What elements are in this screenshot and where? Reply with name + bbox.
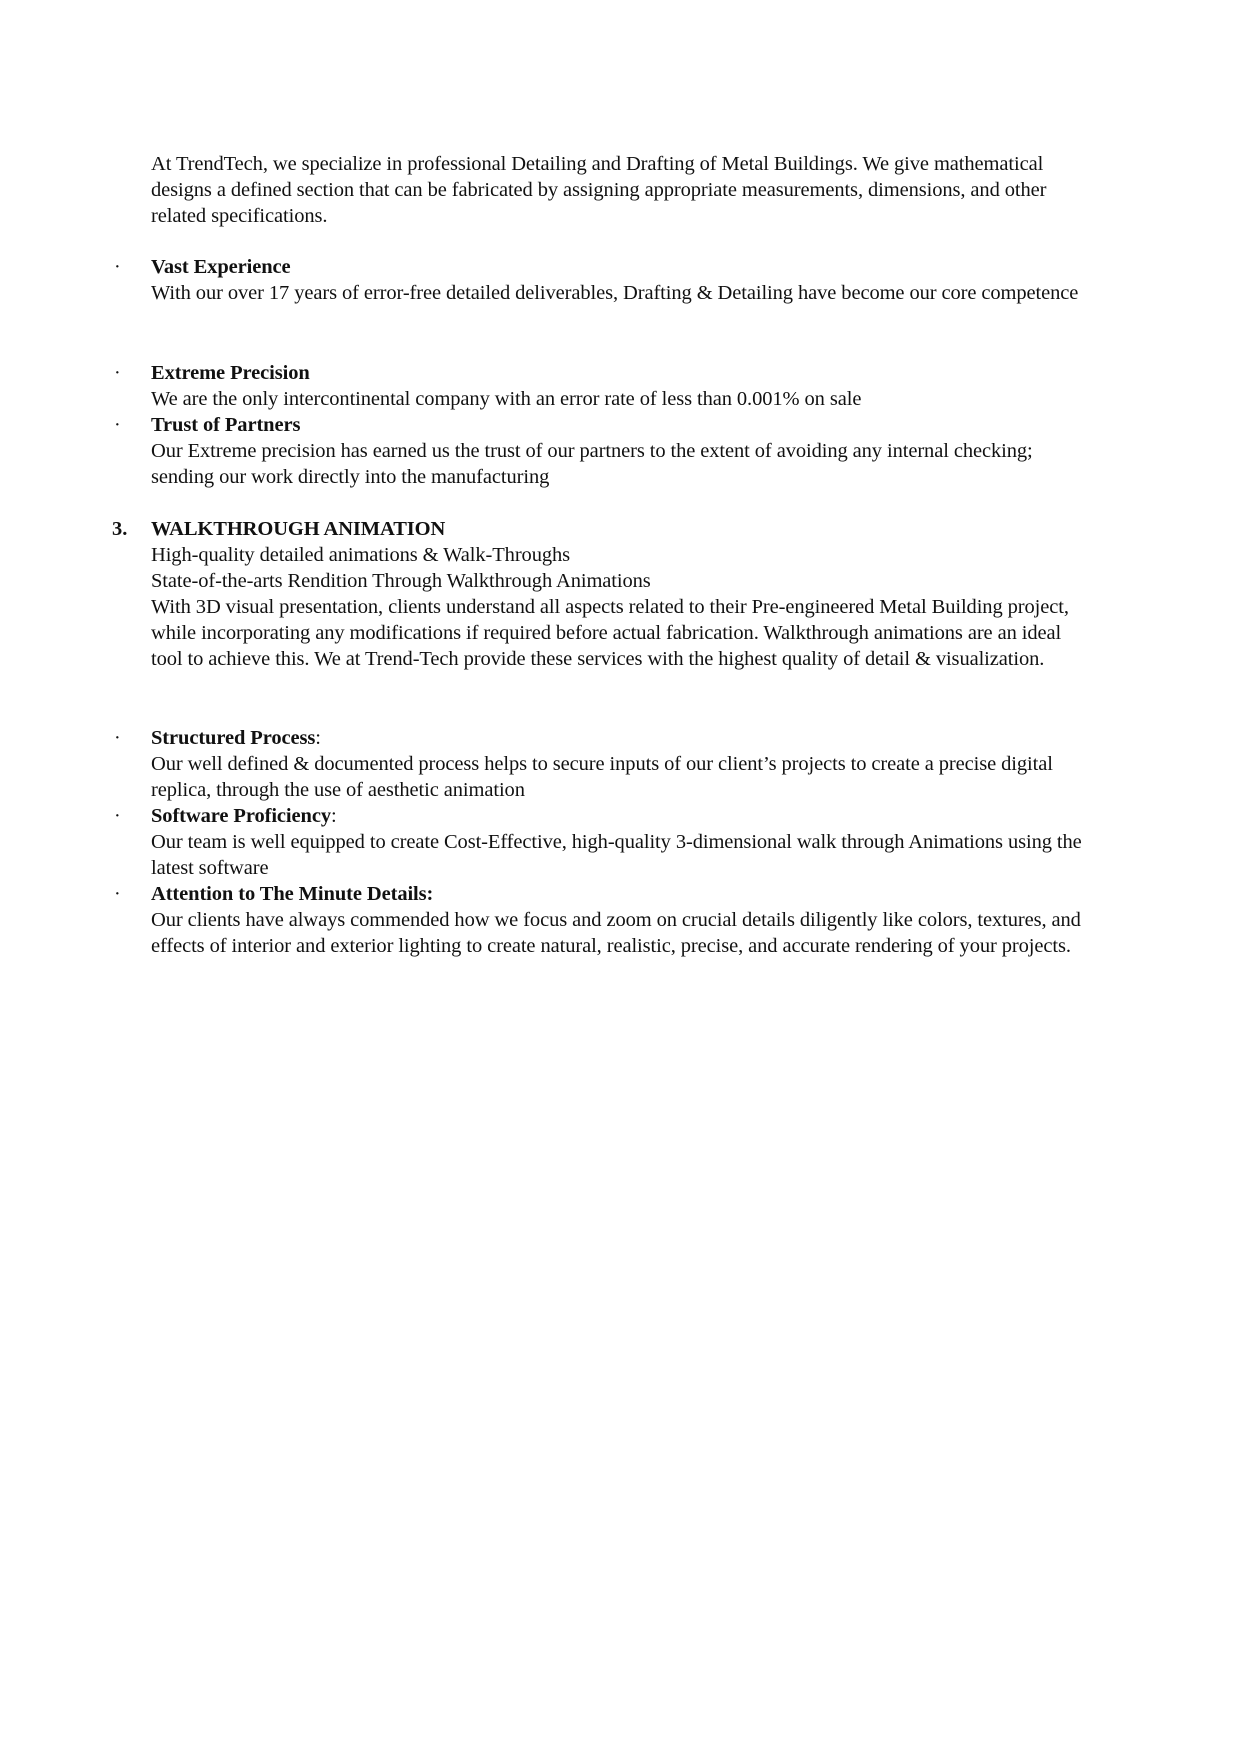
point-title: Trust of Partners (151, 414, 301, 436)
bullet-icon: · (114, 414, 121, 436)
point-body: With our over 17 years of error-free detailed deliverables, Drafting & Detailing have become our core competence (151, 282, 1079, 304)
point-body: Our Extreme precision has earned us the trust of our partners to the extent of avoiding any internal checking; sending our work directly into the manufacturing (151, 440, 1033, 488)
point-body: Our well defined & documented process helps to secure inputs of our client’s projects to create a precise digital replica, through the use of aesthetic animation (151, 753, 1053, 801)
intro-paragraph (151, 151, 1096, 229)
bullet-icon: · (114, 883, 121, 905)
point-title: Structured Process (151, 727, 316, 749)
point-attention-to-detail (151, 881, 1096, 959)
point-title-suffix: : (315, 727, 321, 749)
section-heading: WALKTHROUGH ANIMATION (151, 518, 446, 540)
point-title: Attention to The Minute Details: (151, 883, 434, 905)
section-line: High-quality detailed animations & Walk-Throughs (151, 544, 571, 566)
point-title: Vast Experience (151, 256, 291, 278)
bullet-icon: · (114, 805, 121, 827)
point-trust-of-partners (151, 412, 1096, 490)
bullet-icon: · (114, 362, 121, 384)
point-title: Extreme Precision (151, 362, 310, 384)
point-title-suffix: : (330, 805, 337, 827)
point-vast-experience (151, 254, 1096, 306)
point-body: Our team is well equipped to create Cost-Effective, high-quality 3-dimensional walk through Animations using the latest software (151, 831, 1082, 879)
point-software-proficiency (151, 803, 1096, 881)
section-number: 3. (112, 518, 128, 540)
point-title: Software Proficiency (151, 805, 331, 827)
bullet-icon: · (114, 256, 121, 278)
point-body: We are the only intercontinental company with an error rate of less than 0.001% on sale (151, 388, 862, 410)
point-extreme-precision (151, 360, 1096, 412)
point-body: Our clients have always commended how we focus and zoom on crucial details diligently like colors, textures, and effects of interior and exterior lighting to create natural, realistic, precise, and accurate rendering of your projects. (151, 909, 1081, 957)
section-line: State-of-the-arts Rendition Through Walkthrough Animations (151, 570, 651, 592)
bullet-icon: · (114, 727, 121, 749)
section-walkthrough-animation (151, 516, 1096, 672)
intro-text: At TrendTech, we specialize in professional Detailing and Drafting of Metal Buildings. We give mathematical designs a defined section that can be fabricated by assigning appropriate measurements, dimensions, and other related specifications. (151, 153, 1047, 227)
point-structured-process (151, 725, 1096, 803)
section-body: With 3D visual presentation, clients understand all aspects related to their Pre-engineered Metal Building project, while incorporating any modifications if required before actual fabrication. Walkthrough animations are an ideal tool to achieve this. We at Trend-Tech provide these services with the highest quality of detail & visualization. (151, 596, 1069, 670)
